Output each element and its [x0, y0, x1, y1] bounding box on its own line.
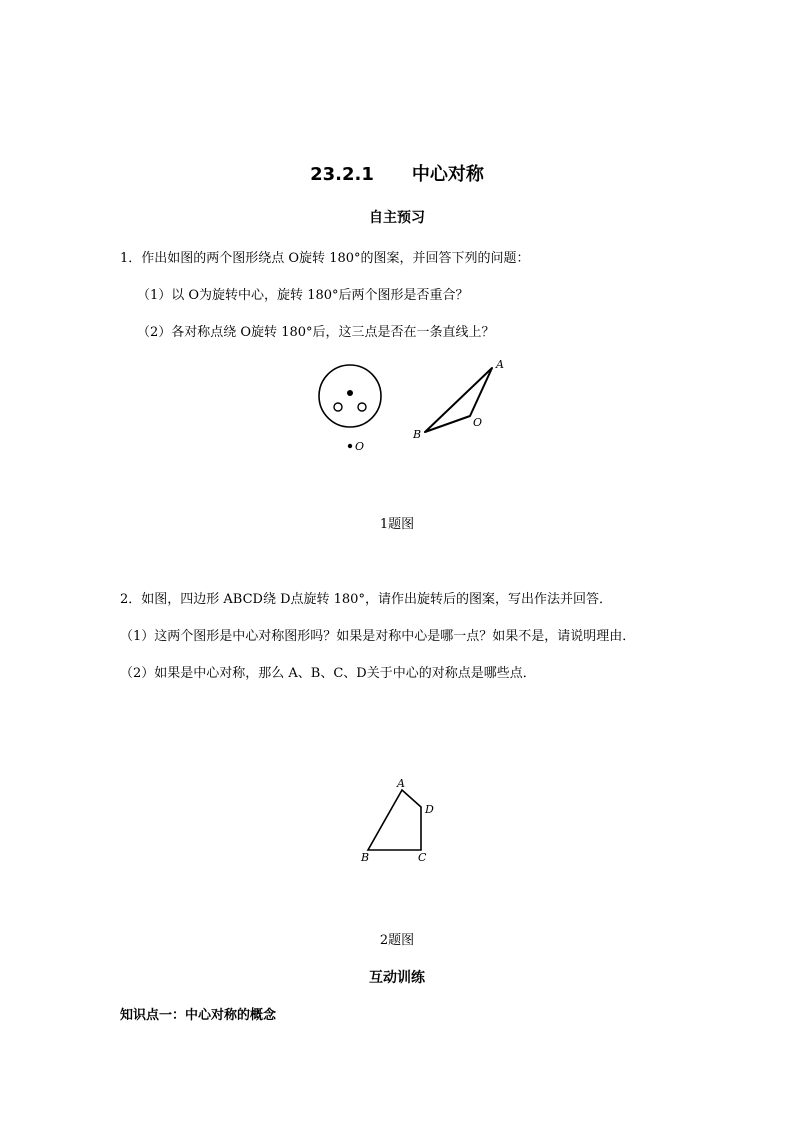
figure-1: [300, 350, 530, 460]
figure-2: [355, 775, 445, 870]
figure-1-label-b: B: [413, 428, 422, 441]
figure-1-caption: 1题图: [379, 517, 415, 532]
question-2-sub-2: （2）如果是中心对称，那么 A、B、C、D关于中心的对称点是哪些点．: [120, 666, 536, 681]
section-heading-interactive: 互动训练: [369, 970, 425, 986]
question-1-sub-2: （2）各对称点绕 O旋转 180°后，这三点是否在一条直线上？: [137, 325, 495, 340]
figure-2-label-c: C: [418, 851, 427, 864]
figure-1-ring-left: [334, 403, 342, 411]
page-title: [0, 160, 794, 186]
figure-1-point-o: [348, 444, 352, 448]
figure-2-label-d: D: [425, 803, 434, 816]
knowledge-point-1: 知识点一：中心对称的概念: [120, 1008, 277, 1023]
figure-2-label-b: B: [361, 851, 370, 864]
figure-2-caption: 2题图: [379, 933, 415, 948]
question-2-stem: 2．如图，四边形 ABCD绕 D点旋转 180°，请作出旋转后的图案，写出作法并回答．: [120, 592, 612, 607]
figure-1-ring-right: [358, 403, 366, 411]
question-2-sub-1: （1）这两个图形是中心对称图形吗？如果是对称中心是哪一点？如果不是，请说明理由．: [120, 629, 636, 644]
question-1-sub-1: （1）以 O为旋转中心，旋转 180°后两个图形是否重合？: [137, 288, 469, 303]
figure-1-label-o-triangle: O: [473, 416, 483, 429]
figure-1-dot-center: [347, 390, 353, 396]
figure-1-label-a: A: [496, 358, 504, 371]
figure-2-label-a: A: [397, 777, 405, 790]
question-1-stem: 1．作出如图的两个图形绕点 O旋转 180°的图案，并回答下列的问题：: [120, 251, 530, 266]
section-heading-preview: 自主预习: [369, 210, 425, 226]
title-number: 23.2.1: [310, 164, 374, 185]
title-text: 中心对称: [411, 164, 484, 185]
figure-2-quadrilateral: [368, 790, 421, 850]
figure-1-label-o: O: [355, 440, 365, 453]
